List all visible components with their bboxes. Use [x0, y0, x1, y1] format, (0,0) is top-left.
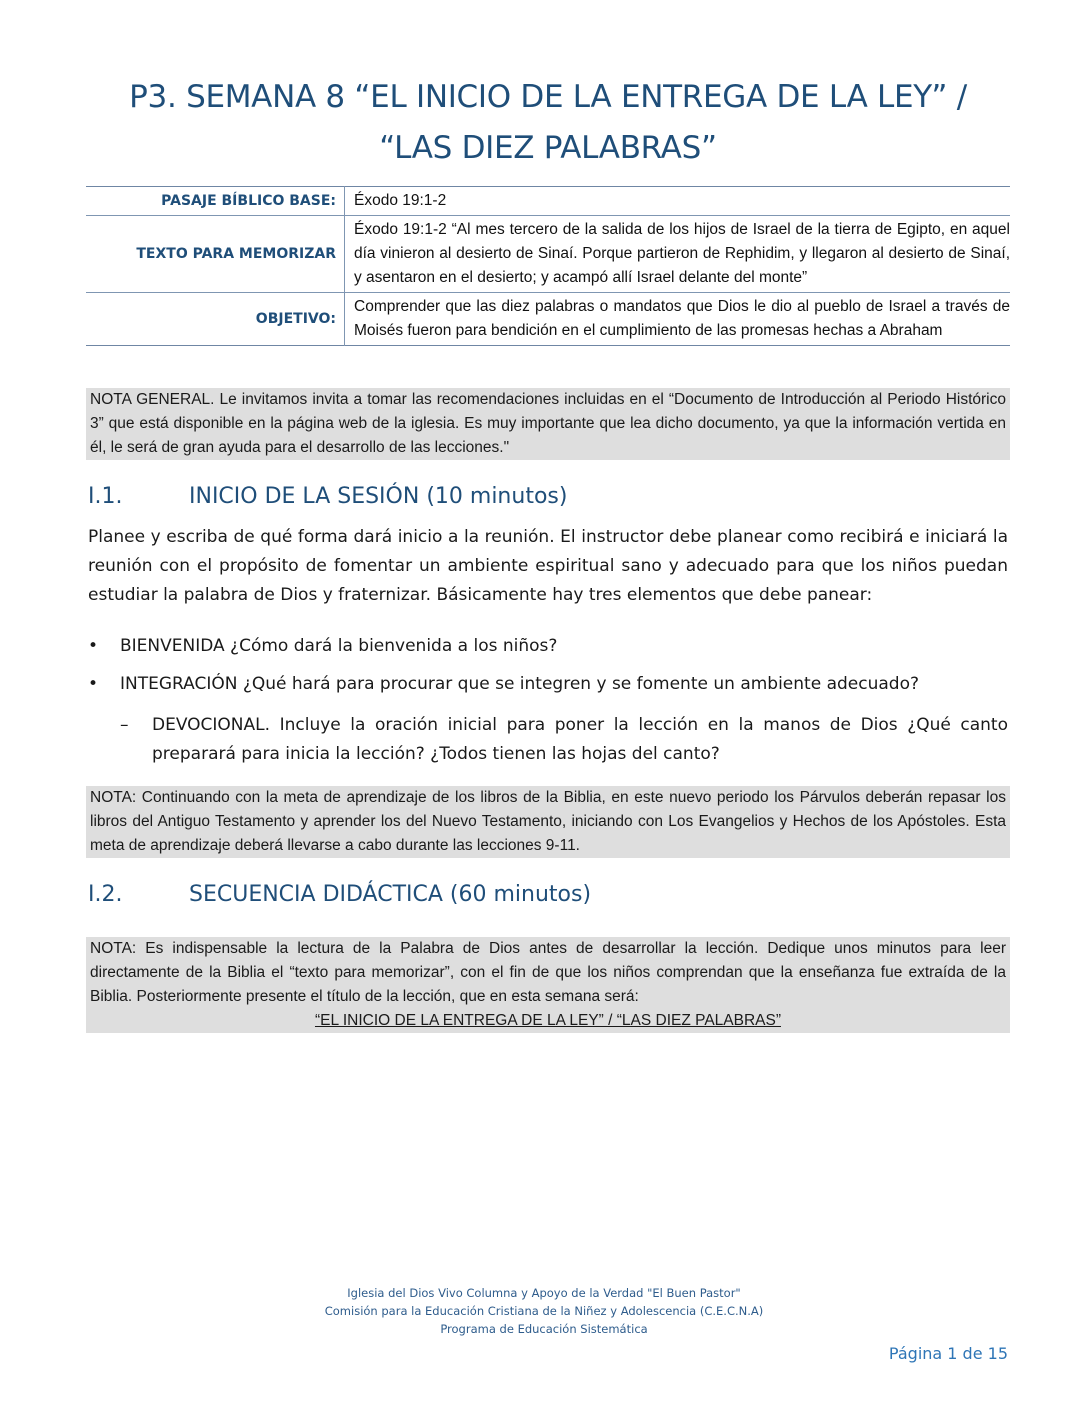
- title-line-2: “LAS DIEZ PALABRAS”: [379, 130, 717, 166]
- nota-libros-biblia: NOTA: Continuando con la meta de aprendizaje de los libros de la Biblia, en este nuevo periodo los Párvulos deberán repasar los libros del Antiguo Testamento y aprender los del Nuevo Testamento, iniciando con Los Evangelios y Hechos de los Apóstoles. Esta meta de aprendizaje deberá llevarse a cabo durante las lecciones 9-11.: [86, 786, 1010, 858]
- section-2-title: SECUENCIA DIDÁCTICA (60 minutos): [189, 882, 592, 907]
- nota-lectura-text: NOTA: Es indispensable la lectura de la Palabra de Dios antes de desarrollar la lección. Dedique unos minutos para leer directamente de la Biblia el “texto para memorizar”, con el fin de que los niños comprendan que la enseñanza fue extraída de la Biblia. Posteriormente presente el título de la lección, que en esta semana será:: [90, 940, 1006, 1005]
- section-1-heading: [88, 484, 567, 509]
- objetivo-row: [86, 293, 1010, 346]
- texto-value: Éxodo 19:1-2 “Al mes tercero de la salida de los hijos de Israel de la tierra de Egipto, en aquel día vinieron al desierto de Sinaí. Porque partieron de Rephidim, y llegaron al desierto de Sinaí, y asentaron en el desierto; y acampó allí Israel delante del monte”: [354, 221, 1010, 286]
- objetivo-label: OBJETIVO:: [86, 293, 345, 346]
- page-title: [86, 72, 1010, 174]
- texto-label: TEXTO PARA MEMORIZAR: [86, 216, 345, 293]
- footer-line-2: Comisión para la Educación Cristiana de la Niñez y Adolescencia (C.E.C.N.A): [324, 1304, 764, 1318]
- bullet-text: BIENVENIDA ¿Cómo dará la bienvenida a los niños?: [120, 636, 558, 656]
- footer-line-3: Programa de Educación Sistemática: [440, 1322, 648, 1336]
- page-footer: [0, 1284, 1088, 1338]
- footer-line-1: Iglesia del Dios Vivo Columna y Apoyo de la Verdad "El Buen Pastor": [347, 1286, 741, 1300]
- texto-row: [86, 216, 1010, 293]
- list-subitem-devocional: [120, 711, 1008, 769]
- bullet-text: INTEGRACIÓN ¿Qué hará para procurar que se integren y se fomente un ambiente adecuado?: [120, 674, 919, 694]
- lesson-title: “EL INICIO DE LA ENTREGA DE LA LEY” / “LAS DIEZ PALABRAS”: [314, 1012, 781, 1029]
- nota-general: NOTA GENERAL. Le invitamos invita a tomar las recomendaciones incluidas en el “Documento de Introducción al Periodo Histórico 3” que está disponible en la página web de la iglesia. Es muy importante que lea dicho documento, ya que la información vertida en él, le será de gran ayuda para el desarrollo de las lecciones.": [86, 388, 1010, 460]
- section-1-number: I.1.: [88, 484, 123, 509]
- nota-lectura: [86, 937, 1010, 1033]
- pasaje-label: PASAJE BÍBLICO BASE:: [86, 187, 345, 216]
- section-2-number: I.2.: [88, 882, 123, 907]
- section-1-paragraph: Planee y escriba de qué forma dará inicio a la reunión. El instructor debe planear como recibirá e iniciará la reunión con el propósito de fomentar un ambiente espiritual sano y adecuado para que los niños puedan estudiar la palabra de Dios y fraternizar. Básicamente hay tres elementos que debe panear:: [88, 527, 1008, 605]
- bullet-icon: •: [88, 674, 99, 694]
- subitem-text: DEVOCIONAL. Incluye la oración inicial para poner la lección en la manos de Dios ¿Qué canto preparará para inicia la lección? ¿Todos tienen las hojas del canto?: [152, 715, 1008, 764]
- objetivo-value: Comprender que las diez palabras o mandatos que Dios le dio al pueblo de Israel a través de Moisés fueron para bendición en el cumplimiento de las promesas hechas a Abraham: [354, 298, 1010, 339]
- title-line-1: P3. SEMANA 8 “EL INICIO DE LA ENTREGA DE LA LEY” /: [129, 79, 967, 115]
- page-number: Página 1 de 15: [888, 1344, 1008, 1363]
- section-1-title: INICIO DE LA SESIÓN (10 minutos): [189, 484, 568, 509]
- section-2-heading: [88, 882, 591, 907]
- lesson-info-table: [86, 186, 1010, 346]
- pasaje-value: Éxodo 19:1-2: [354, 192, 447, 209]
- bullet-icon: •: [88, 636, 99, 656]
- dash-icon: –: [120, 715, 129, 735]
- pasaje-row: [86, 187, 1010, 216]
